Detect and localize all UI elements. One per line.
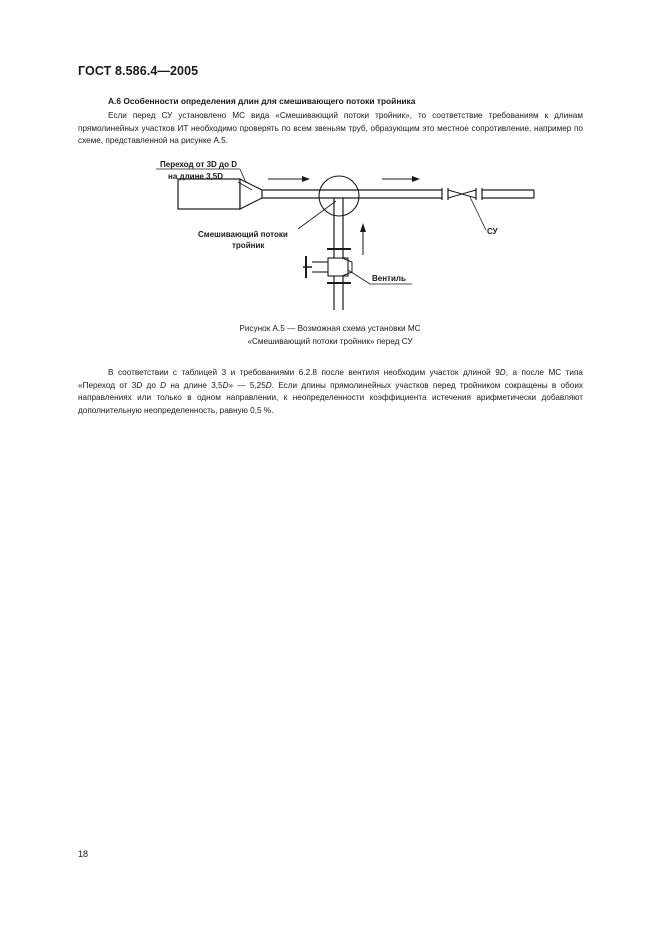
figure-caption — [160, 323, 500, 348]
valve — [303, 256, 352, 278]
text-segment: на длине 3,5 — [166, 380, 223, 390]
flow-arrow-up — [360, 223, 366, 255]
reducer — [240, 179, 262, 209]
label-valve: Вентиль — [372, 274, 406, 283]
label-tee-line1: Смешивающий потоки — [198, 230, 288, 239]
symbol-d: D — [160, 380, 167, 390]
text-segment: до — [142, 380, 161, 390]
leader-tee — [298, 201, 336, 229]
caption-line2: «Смешивающий потоки тройник» перед СУ — [247, 336, 413, 346]
text-segment: . Если длины прямолинейных участков перед тройником сокращены в обоих направлениях или только в одном направлении, к неопределенности коэффициента истечения арифметически добавляют дополнительную неопределенность, равную 0,5 %. — [78, 380, 583, 415]
label-transition-line1: Переход от 3D до D — [160, 160, 238, 169]
symbol-d: D — [265, 380, 272, 390]
label-su: СУ — [487, 227, 498, 236]
paragraph-requirements — [78, 367, 583, 417]
leader-valve — [348, 270, 370, 284]
page-number: 18 — [78, 849, 89, 859]
caption-line1: Рисунок А.5 — Возможная схема установки МС — [239, 324, 421, 333]
flow-arrow-1 — [268, 176, 310, 182]
figure-a5-diagram — [0, 150, 661, 310]
label-tee-line2: тройник — [232, 241, 265, 250]
flow-arrow-2 — [382, 176, 420, 182]
inlet-pipe — [178, 179, 240, 209]
label-transition-line2: на длине 3,5D — [168, 172, 223, 181]
document-header: ГОСТ 8.586.4—2005 — [78, 64, 199, 78]
tee-highlight-circle — [319, 176, 359, 216]
symbol-d: D — [222, 380, 229, 390]
leader-su — [470, 197, 486, 230]
paragraph-intro — [78, 110, 583, 148]
text-segment: В соответствии с таблицей 3 и требованиями 6.2.8 после вентиля необходим участок длиной 9 — [108, 368, 500, 377]
symbol-d: D — [499, 368, 506, 377]
section-title: А.6 Особенности определения длин для смешивающего потоки тройника — [108, 96, 416, 106]
text-segment: , а после МС типа «Переход от 3 — [78, 368, 583, 390]
text-segment: » — 5,25 — [228, 380, 266, 390]
symbol-d: D — [136, 380, 143, 390]
paragraph-intro-text: Если перед СУ установлено МС вида «Смешивающий потоки тройник», то соответствие требованиям к длинам прямолинейных участков ИТ необходимо проверять по всем звеньям труб, образующим это местное сопротивление, например по схеме, представленной на рисунке А.5. — [78, 111, 583, 145]
flow-restriction — [448, 190, 476, 198]
